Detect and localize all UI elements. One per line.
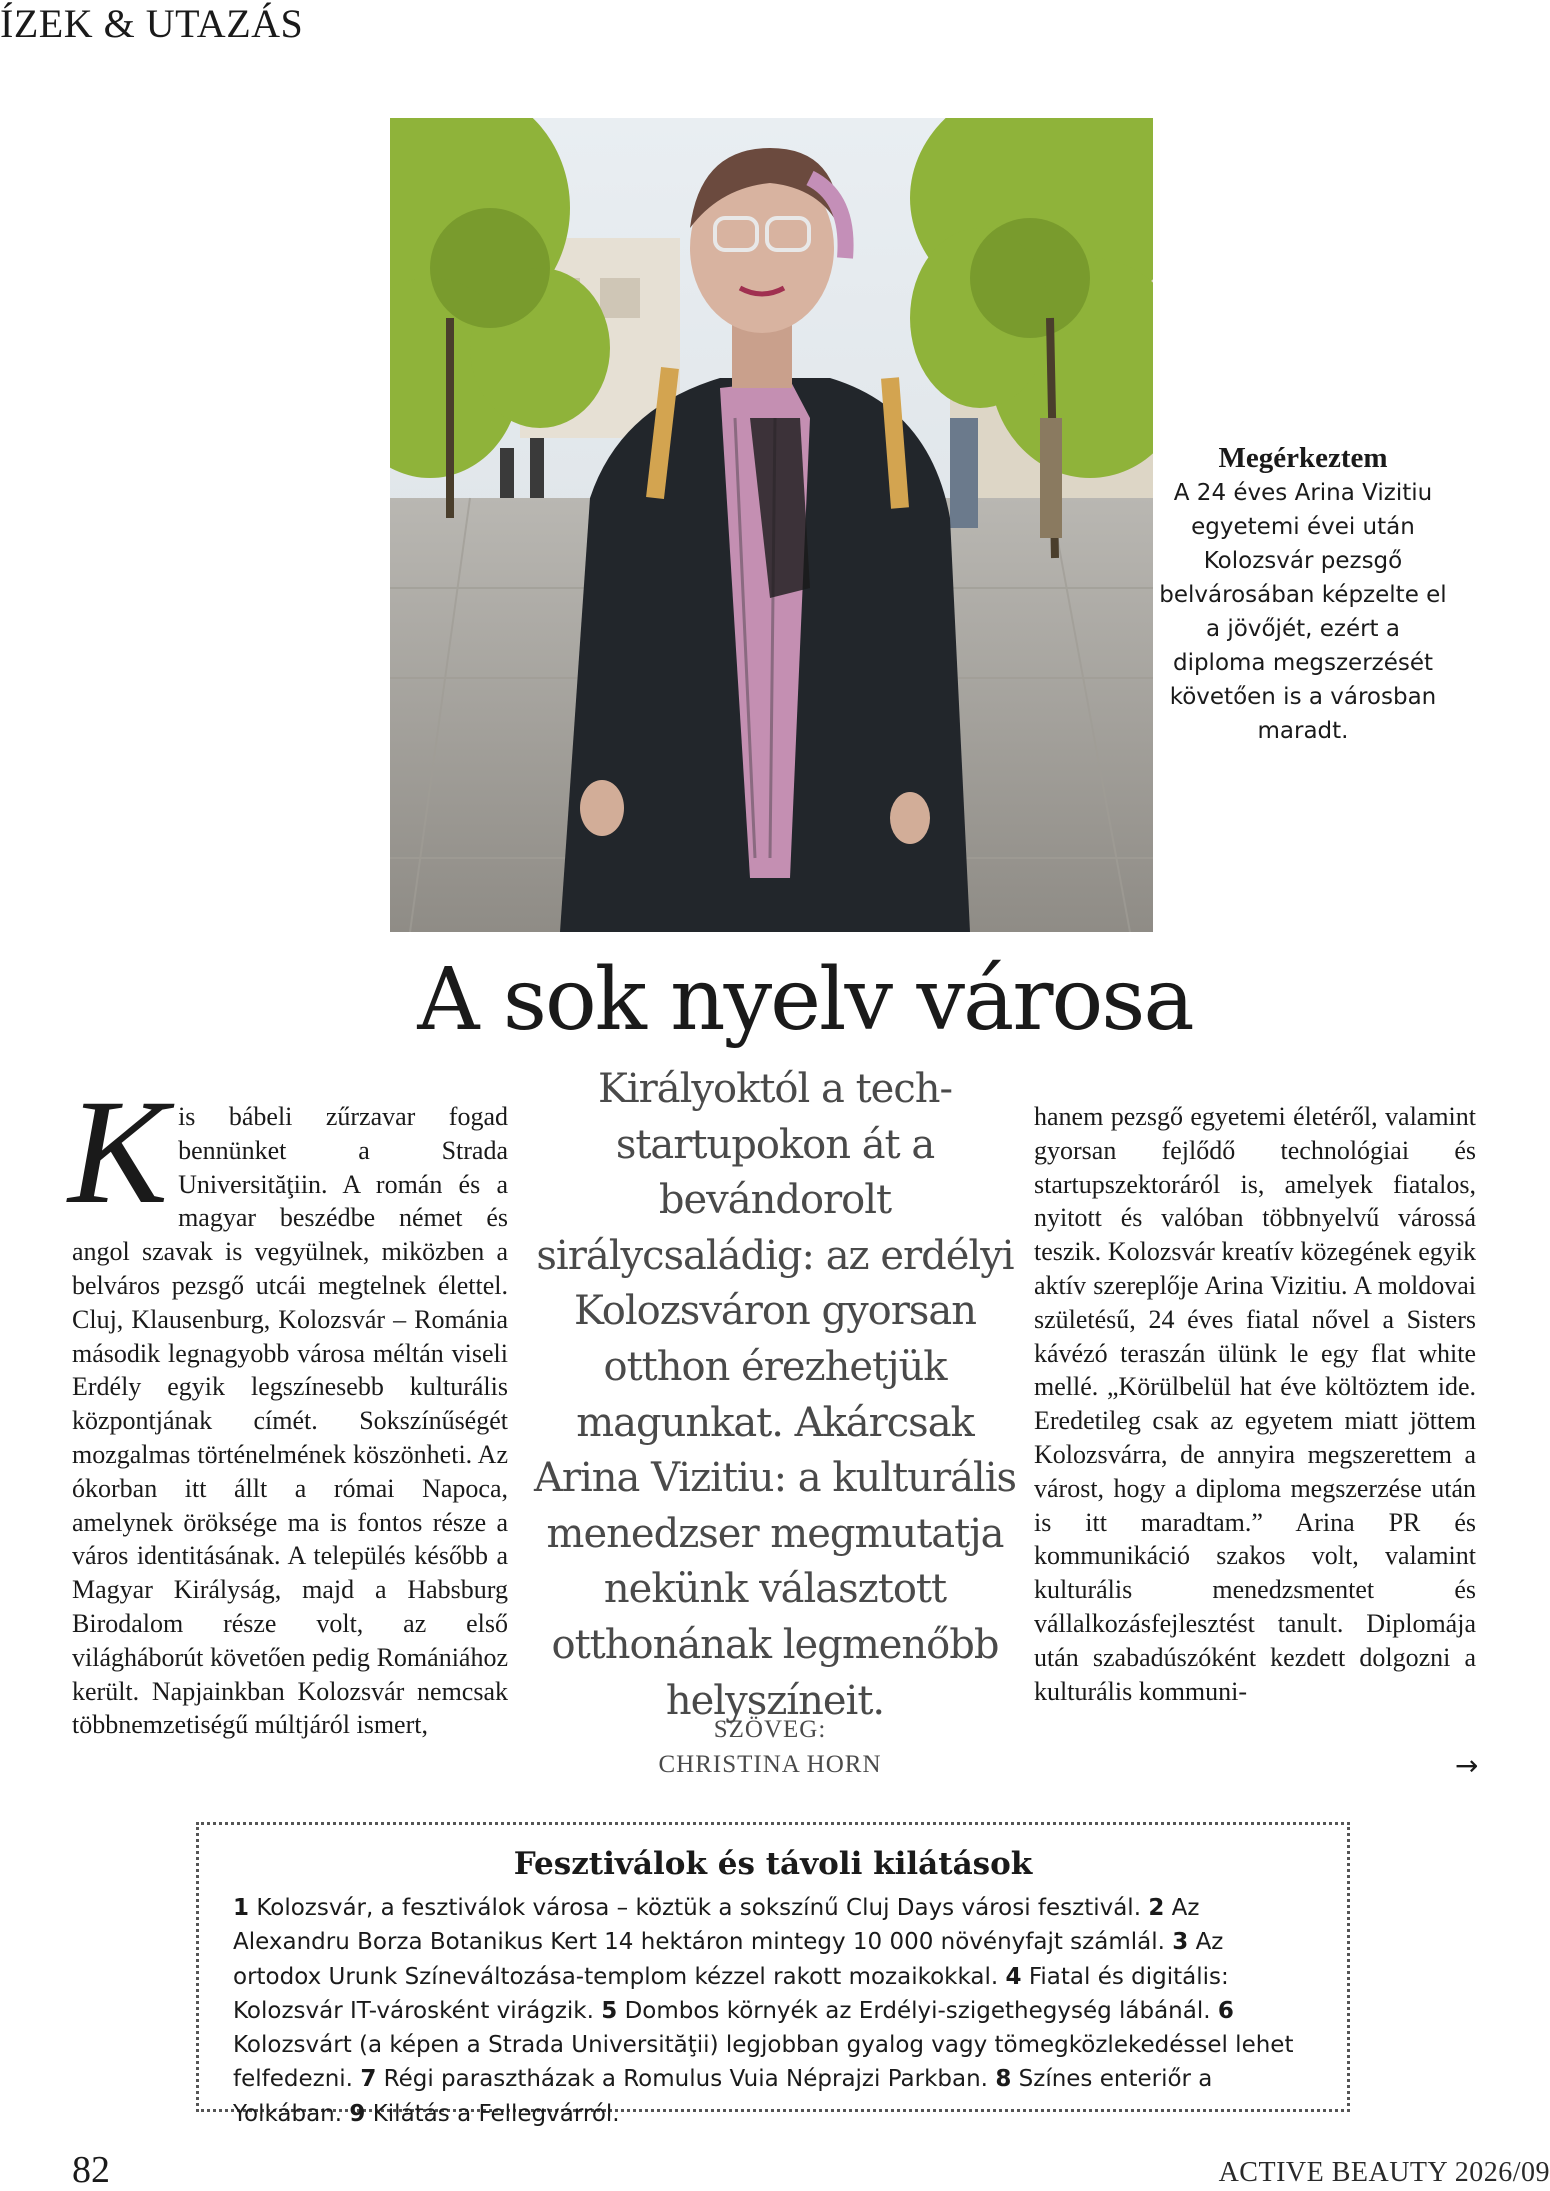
caption-title: Megérkeztem — [1218, 442, 1388, 474]
feature-photo — [390, 118, 1153, 932]
item-number: 4 — [1005, 1963, 1022, 1990]
byline-label: SZÖVEG: — [713, 1716, 827, 1743]
continue-arrow-icon: → — [1455, 1749, 1479, 1782]
item-number: 2 — [1148, 1895, 1165, 1921]
item-number: 9 — [349, 2100, 366, 2127]
byline-author: CHRISTINA HORN — [658, 1751, 882, 1778]
item-number: 1 — [233, 1895, 250, 1921]
drop-cap: K — [68, 1069, 169, 1235]
byline — [600, 1712, 940, 1782]
article-column-1 — [68, 1069, 508, 1742]
item-text: Dombos környék az Erdélyi-szigethegység lábánál. — [624, 1997, 1211, 2024]
item-text: Kilátás a Fellegvárról. — [372, 2100, 620, 2127]
info-box — [196, 1822, 1350, 2127]
item-text: Fiatal és digitális: Kolozsvár IT-városként virágzik. — [233, 1963, 1229, 2024]
column-1-text: is bábeli zűrzavar fogad bennünket a Strada Universităţiin. A román és a magyar beszédbe német és angol szavak is vegyülnek, miközben a belváros pezsgő utcái megtelnek élettel. Cluj, Klausenburg, Kolozsvár – Románia második legnagyobb városa méltán viseli Erdély egyik legszínesebb kulturális központjának címét. Sokszínűségét mozgalmas történelmének köszönheti. Az ókorban itt állt a római Napoca, amelynek öröksége ma is fontos része a város identitásának. A település később a Magyar Királyság, majd a Habsburg Birodalom része volt, az első világháborút követően pedig Romániához került. Napjainkban Kolozsvár nemcsak többnemzetiségű múltjáról ismert, — [72, 1102, 508, 1740]
item-number: 5 — [601, 1997, 618, 2024]
article-headline: A sok nyelv városa — [417, 950, 1193, 1050]
article-lead: Királyoktól a tech-startupokon át a bevándorolt sirálycsaládig: az erdélyi Kolozsváron gyorsan otthon érezhetjük magunkat. Akárcsak Arina Vizitiu: a kulturális menedzser megmutatja nekünk választott otthonának legmenőbb helyszíneit. — [533, 1066, 1017, 1724]
item-text: Kolozsvárt (a képen a Strada Universităţii) legjobban gyalog vagy tömegközlekedéssel lehet felfedezni. — [233, 2032, 1294, 2093]
item-text: Színes enteriőr a Yolkában. — [233, 2066, 1213, 2127]
item-text: Az ortodox Urunk Színeváltozása-templom kézzel rakott mozaikokkal. — [233, 1929, 1224, 1990]
street-portrait-image — [390, 118, 1153, 932]
photo-caption — [1158, 440, 1448, 748]
item-number: 6 — [1217, 1997, 1234, 2024]
info-box-title: Fesztiválok és távoli kilátások — [513, 1846, 1033, 1882]
magazine-issue: ACTIVE BEAUTY 2026/09 — [1218, 2157, 1550, 2188]
item-text: Régi parasztházak a Romulus Vuia Néprajzi Parkban. — [383, 2066, 988, 2093]
item-number: 8 — [995, 2066, 1012, 2093]
item-text: Kolozsvár, a fesztiválok városa – köztük a sokszínű Cluj Days városi fesztivál. — [256, 1895, 1142, 1921]
page-number: 82 — [72, 2149, 110, 2191]
section-label: ÍZEK & UTAZÁS — [0, 1, 304, 46]
item-text: Az Alexandru Borza Botanikus Kert 14 hektáron mintegy 10 000 növényfajt számlál. — [233, 1895, 1200, 1956]
article-column-3 — [1034, 1100, 1476, 1708]
info-box-text — [233, 1891, 1313, 2131]
column-3-text: hanem pezsgő egyetemi életéről, valamint gyorsan fejlődő technológiai és startupszektoráról is, amelyek fiatalos, nyitott és valóban többnyelvű várossá teszik. Kolozsvár kreatív közegének egyik aktív szereplője Arina Vizitiu. A moldovai születésű, 24 éves fiatal nővel a Sisters kávézó teraszán ülünk le egy flat white mellé. „Körülbelül hat éve költöztem ide. Eredetileg csak az egyetem miatt jöttem Kolozsvárra, de annyira megszerettem a várost, hogy a diploma megszerzése után is itt maradtam.” Arina PR és kommunikáció szakos volt, valamint kulturális menedzsmentet és vállalkozásfejlesztést tanult. Diplomája után szabadúszóként kezdett dolgozni a kulturális kommuni- — [1034, 1102, 1476, 1706]
caption-text: A 24 éves Arina Vizitiu egyetemi évei után Kolozsvár pezsgő belvárosában képzelte el a jövőjét, ezért a diploma megszerzését követően is a városban maradt. — [1159, 480, 1447, 744]
item-number: 7 — [360, 2066, 377, 2093]
item-number: 3 — [1172, 1929, 1189, 1956]
